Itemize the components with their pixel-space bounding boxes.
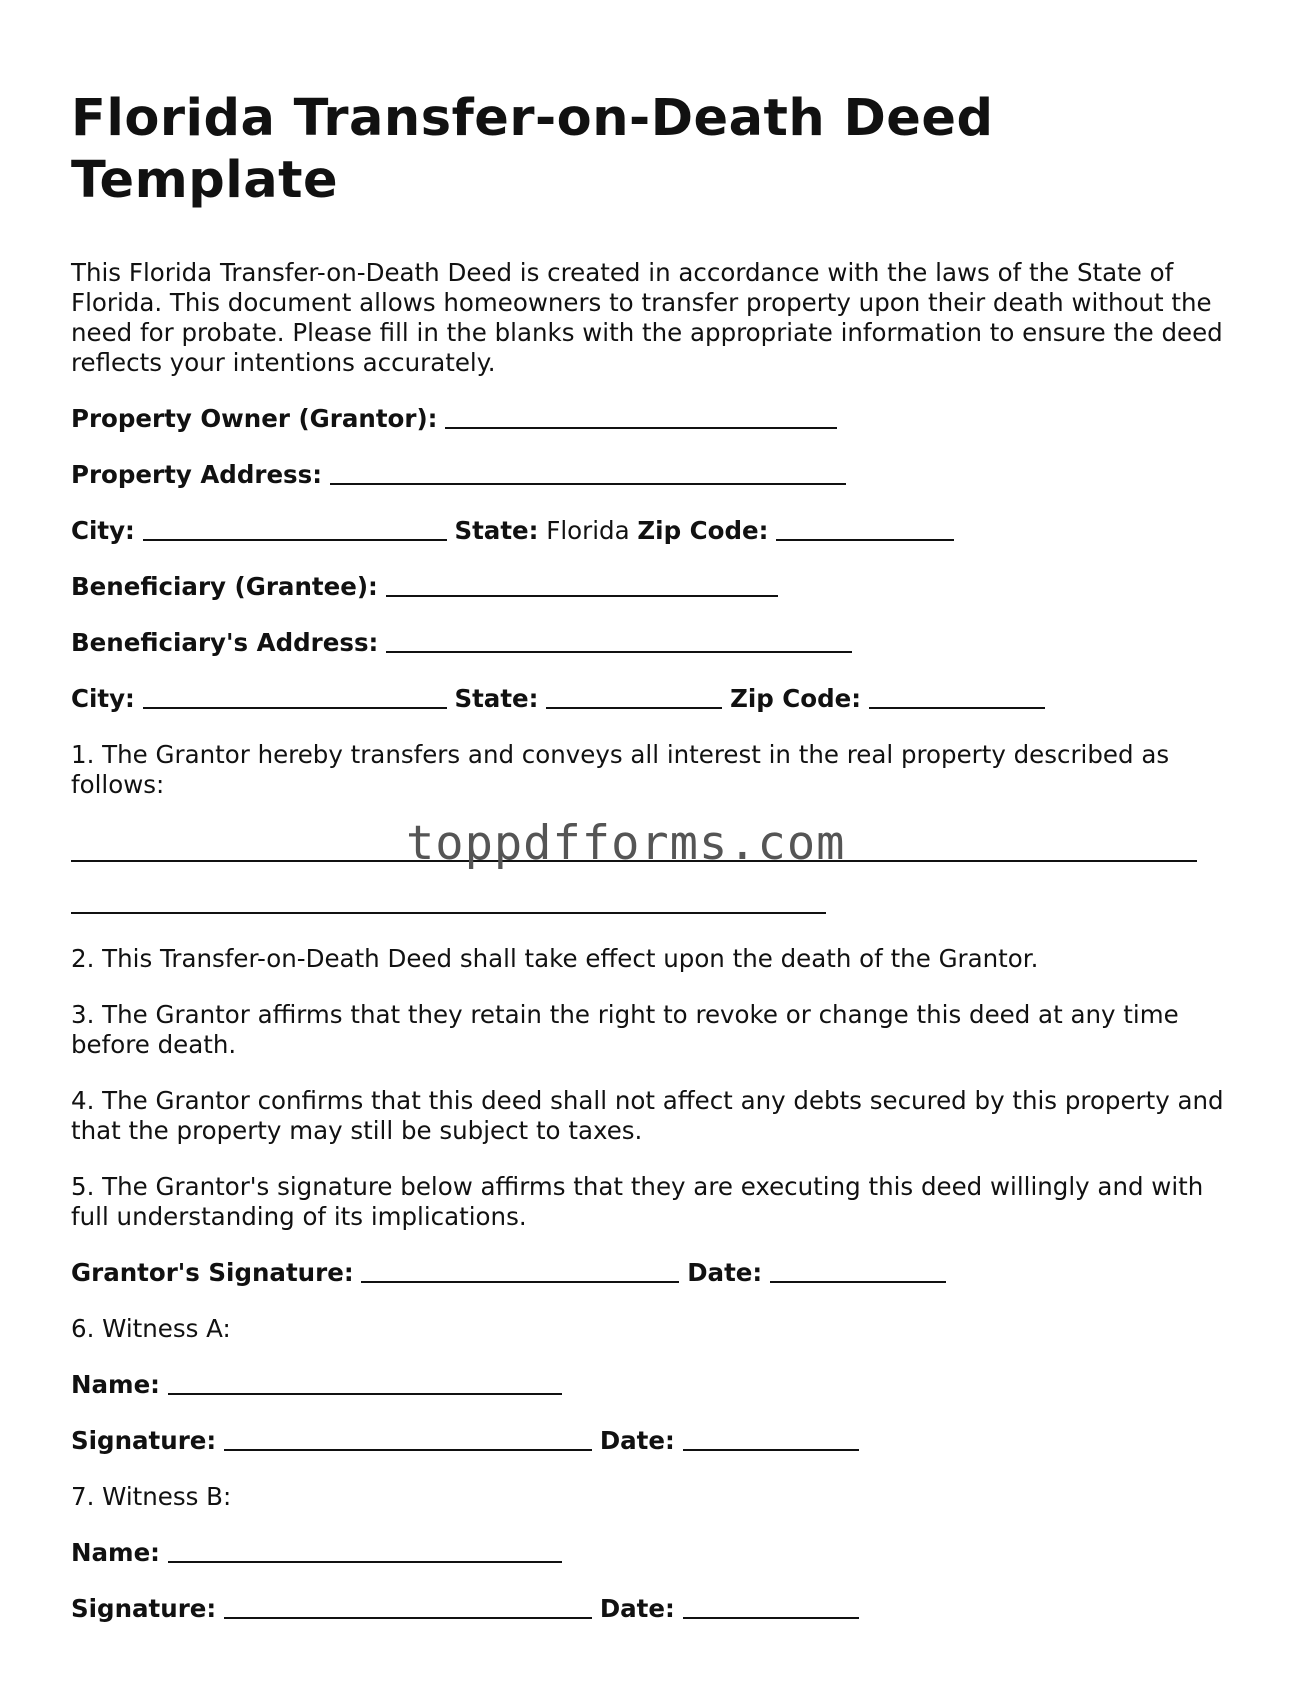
- grantor-signature-blank[interactable]: [361, 1259, 679, 1283]
- watermark: toppdfforms.com: [406, 816, 846, 871]
- property-description-line-2[interactable]: [71, 912, 826, 914]
- clause-4: 4. The Grantor confirms that this deed shall not affect any debts secured by this property and that the property may still be subject to taxes.: [71, 1086, 1224, 1145]
- property-city-row: [71, 516, 1231, 546]
- beneficiary-blank[interactable]: [386, 573, 778, 597]
- state-blank[interactable]: [546, 685, 722, 709]
- beneficiary-address-label: Beneficiary's Address:: [71, 628, 379, 657]
- witness-a-signature-row: [71, 1426, 1231, 1456]
- document-title: Florida Transfer-on-Death Deed Template: [71, 89, 994, 210]
- beneficiary-city-row: [71, 684, 1231, 714]
- witness-a-date-blank[interactable]: [683, 1427, 859, 1451]
- zip-code-label: Zip Code:: [637, 516, 769, 545]
- witness-a-heading: 6. Witness A:: [71, 1314, 231, 1343]
- clause-3: 3. The Grantor affirms that they retain the right to revoke or change this deed at any time before death.: [71, 1000, 1179, 1059]
- city-label: City:: [71, 684, 135, 713]
- witness-b-name-blank[interactable]: [168, 1539, 562, 1563]
- property-address-label: Property Address:: [71, 460, 323, 489]
- signature-label: Signature:: [71, 1594, 217, 1623]
- date-blank[interactable]: [770, 1259, 946, 1283]
- beneficiary-label: Beneficiary (Grantee):: [71, 572, 378, 601]
- city-blank[interactable]: [143, 685, 447, 709]
- clause-2: 2. This Transfer-on-Death Deed shall take effect upon the death of the Grantor.: [71, 944, 1039, 973]
- intro-paragraph: This Florida Transfer-on-Death Deed is created in accordance with the laws of the State of Florida. This document allows homeowners to transfer property upon their death without the need for probate. Please fill in the blanks with the appropriate information to ensure the deed reflects your intentions accurately.: [71, 258, 1223, 377]
- witness-b-date-blank[interactable]: [683, 1595, 859, 1619]
- state-value: Florida: [546, 516, 630, 545]
- zip-code-label: Zip Code:: [730, 684, 862, 713]
- beneficiary-row: [71, 572, 1231, 602]
- property-owner-blank[interactable]: [445, 405, 837, 429]
- grantor-signature-label: Grantor's Signature:: [71, 1258, 354, 1287]
- witness-b-name-row: [71, 1538, 1231, 1568]
- zip-code-blank[interactable]: [869, 685, 1045, 709]
- witness-a-name-blank[interactable]: [168, 1371, 562, 1395]
- property-owner-row: [71, 404, 1231, 434]
- grantor-signature-row: [71, 1258, 1231, 1288]
- clause-1: 1. The Grantor hereby transfers and conveys all interest in the real property described as follows:: [71, 740, 1170, 799]
- name-label: Name:: [71, 1370, 160, 1399]
- zip-code-blank[interactable]: [776, 517, 954, 541]
- clause-5: 5. The Grantor's signature below affirms that they are executing this deed willingly and with full understanding of its implications.: [71, 1172, 1204, 1231]
- witness-b-signature-row: [71, 1594, 1231, 1624]
- witness-b-signature-blank[interactable]: [224, 1595, 592, 1619]
- name-label: Name:: [71, 1538, 160, 1567]
- beneficiary-address-row: [71, 628, 1231, 658]
- property-owner-label: Property Owner (Grantor):: [71, 404, 438, 433]
- date-label: Date:: [599, 1426, 675, 1455]
- city-blank[interactable]: [143, 517, 447, 541]
- beneficiary-address-blank[interactable]: [386, 629, 852, 653]
- property-address-blank[interactable]: [330, 461, 846, 485]
- date-label: Date:: [599, 1594, 675, 1623]
- witness-b-heading: 7. Witness B:: [71, 1482, 232, 1511]
- state-label: State:: [454, 684, 539, 713]
- signature-label: Signature:: [71, 1426, 217, 1455]
- state-label: State:: [454, 516, 539, 545]
- witness-a-signature-blank[interactable]: [224, 1427, 592, 1451]
- date-label: Date:: [687, 1258, 763, 1287]
- city-label: City:: [71, 516, 135, 545]
- witness-a-name-row: [71, 1370, 1231, 1400]
- property-address-row: [71, 460, 1231, 490]
